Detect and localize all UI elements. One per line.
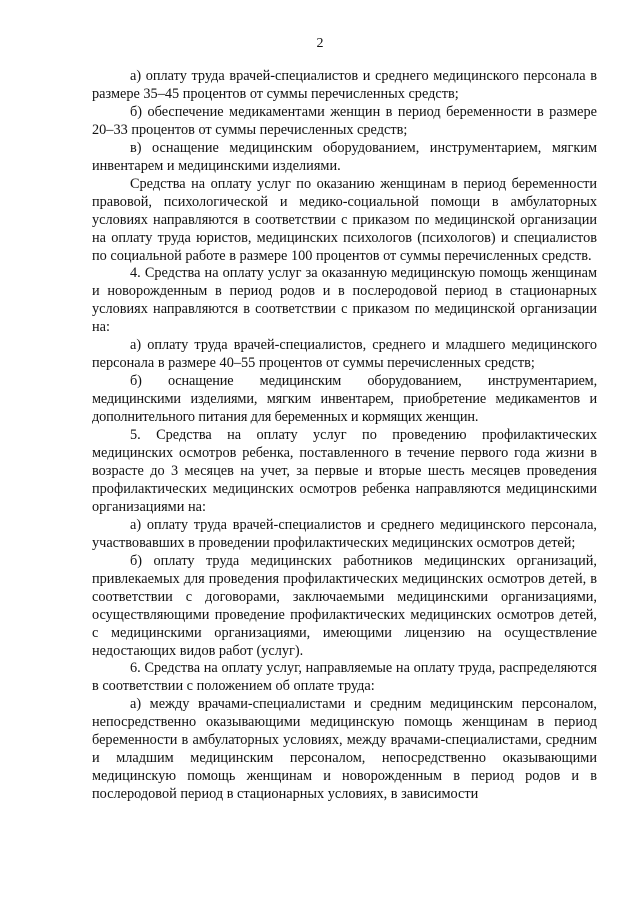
page-number: 2 — [316, 36, 324, 51]
paragraph-a-4: а) оплату труда врачей-специалистов, среднего и младшего медицинского персонала в размере 40–55 процентов от суммы перечисленных средств; — [92, 337, 597, 372]
paragraph-item-6: 6. Средства на оплату услуг, направляемые на оплату труда, распределяются в соответствии с положением об оплате труда: — [92, 660, 597, 695]
paragraph-b-4: б) оснащение медицинским оборудованием, инструментарием, медицинскими изделиями, мягким инвентарем, приобретение медикаментов и дополнительного питания для беременных и кормящих женщин. — [92, 373, 597, 426]
paragraph-a-5: а) оплату труда врачей-специалистов и среднего медицинского персонала, участвовавших в проведении профилактических медицинских осмотров детей; — [92, 516, 597, 551]
paragraph-b-1: б) обеспечение медикаментами женщин в период беременности в размере 20–33 процентов от суммы перечисленных средств; — [92, 103, 597, 138]
document-body — [92, 68, 597, 804]
paragraph-item-5: 5. Средства на оплату услуг по проведению профилактических медицинских осмотров ребенка, поставленного в течение первого года жизни в возрасте до 3 месяцев на учет, за первые и вторые шесть месяцев проведения профилактических медицинских осмотров ребенка направляются медицинскими организациями на: — [92, 427, 597, 515]
paragraph-b-5: б) оплату труда медицинских работников медицинских организаций, привлекаемых для проведения профилактических медицинских осмотров детей, в соответствии с договорами, заключаемыми медицинскими организациями, осуществляющими проведение профилактических медицинских осмотров детей, с медицинскими организациями, имеющими лицензию на осуществление недостающих видов работ (услуг). — [92, 552, 597, 659]
paragraph-a-1: а) оплату труда врачей-специалистов и среднего медицинского персонала в размере 35–45 процентов от суммы перечисленных средств; — [92, 68, 597, 102]
paragraph-a-6: а) между врачами-специалистами и средним медицинским персоналом, непосредственно оказывающими медицинскую помощь женщинам в период беременности в амбулаторных условиях, между врачами-специалистами, средним и младшим медицинским персоналом, непосредственно оказывающими медицинскую помощь женщинам и новорожденным в период родов и в послеродовой период в стационарных условиях, в зависимости — [92, 696, 597, 803]
paragraph-item-4: 4. Средства на оплату услуг за оказанную медицинскую помощь женщинам и новорожденным в период родов и в послеродовой период в стационарных условиях направляются в соответствии с приказом по медицинской организации на: — [92, 265, 597, 336]
paragraph-v-1: в) оснащение медицинским оборудованием, инструментарием, мягким инвентарем и медицинскими изделиями. — [92, 139, 597, 174]
paragraph-legal-psych-funds: Средства на оплату услуг по оказанию женщинам в период беременности правовой, психологической и медико-социальной помощи в амбулаторных условиях направляются в соответствии с приказом по медицинской организации на оплату труда юристов, медицинских психологов (психологов) и специалистов по социальной работе в размере 100 процентов от суммы перечисленных средств. — [92, 175, 597, 264]
